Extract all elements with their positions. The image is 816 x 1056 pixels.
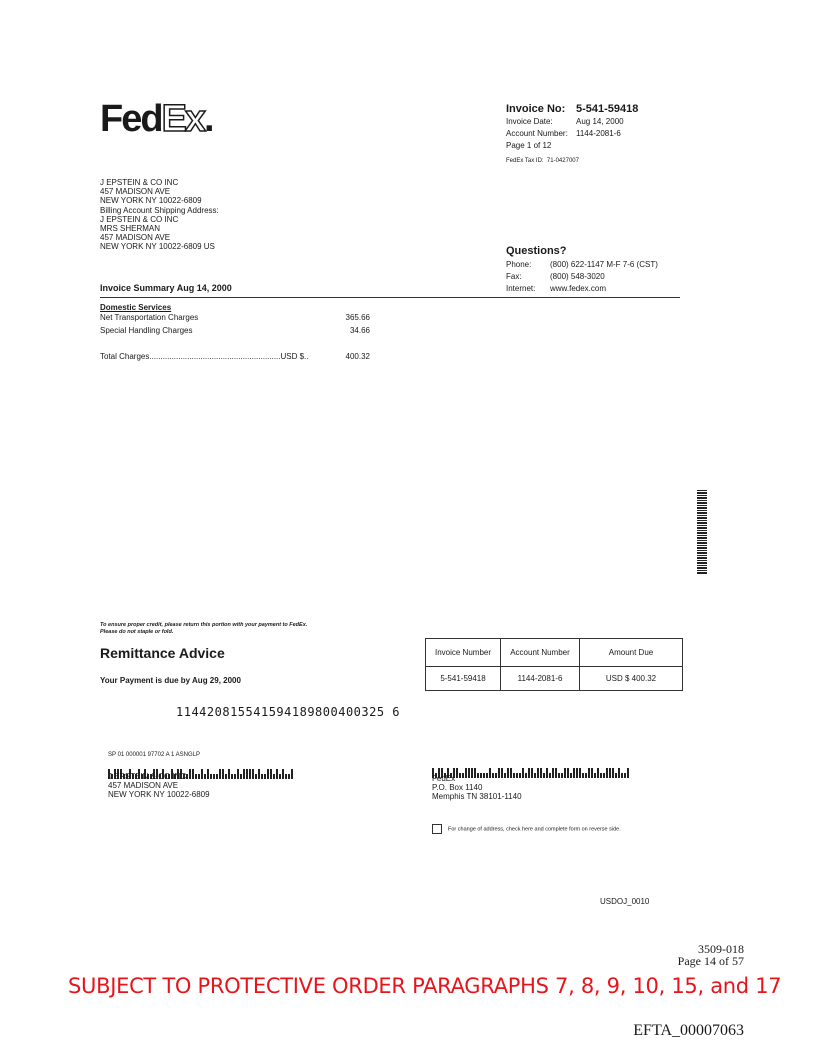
postal-bar — [612, 768, 614, 778]
postal-bar — [606, 768, 608, 778]
internet-value: www.fedex.com — [550, 284, 607, 293]
postal-bar — [249, 769, 251, 779]
invoice-info — [506, 103, 638, 164]
postal-bar — [219, 769, 221, 779]
section-heading: Domestic Services — [100, 303, 172, 312]
postal-bar — [600, 773, 602, 778]
postal-bar — [522, 768, 524, 778]
postal-bar — [618, 768, 620, 778]
questions-title: Questions? — [506, 245, 567, 257]
address-line: P.O. Box 1140 — [432, 783, 483, 792]
remittance-note-line: Please do not staple or fold. — [100, 629, 174, 635]
postal-bar — [210, 774, 212, 779]
summary-title: Invoice Summary Aug 14, 2000 — [100, 283, 232, 293]
postal-bar — [474, 768, 476, 778]
postal-bar — [504, 773, 506, 778]
postal-bar — [546, 768, 548, 778]
postal-bar — [255, 774, 257, 779]
postal-bar — [537, 768, 539, 778]
vertical-barcode — [697, 490, 707, 574]
postal-bar — [624, 773, 626, 778]
postal-bar — [468, 768, 470, 778]
fedex-logo — [100, 98, 213, 141]
sort-code: SP 01 000001 97702 A 1 ASNGLP — [108, 752, 200, 758]
postal-bar — [603, 773, 605, 778]
row-label: Net Transportation Charges — [100, 313, 199, 322]
postal-bar — [216, 774, 218, 779]
value-amount-due: USD $ 400.32 — [580, 667, 683, 691]
summary-row — [100, 312, 370, 324]
postal-bar — [558, 773, 560, 778]
postal-bar — [198, 774, 200, 779]
change-address — [432, 824, 621, 834]
logo-fed: Fed — [100, 98, 162, 140]
postal-bar — [513, 773, 515, 778]
postal-bar — [492, 773, 494, 778]
address-line: 457 MADISON AVE — [100, 233, 171, 242]
row-label: Special Handling Charges — [100, 326, 193, 335]
postal-bar — [462, 773, 464, 778]
postal-bar — [282, 769, 284, 779]
postal-bar — [531, 768, 533, 778]
total-amount: 400.32 — [345, 352, 370, 361]
shipping-address — [100, 206, 219, 251]
mail-to-block — [432, 760, 630, 801]
postal-bar — [540, 768, 542, 778]
postal-bar — [195, 774, 197, 779]
postal-bar — [510, 768, 512, 778]
postal-bar — [486, 773, 488, 778]
postal-bar — [465, 768, 467, 778]
postal-bar — [243, 769, 245, 779]
postal-bar — [519, 773, 521, 778]
postal-bar — [483, 773, 485, 778]
ocr-scanline: 114420815541594189800400325 6 — [176, 705, 401, 719]
address-line: NEW YORK NY 10022-6809 US — [100, 242, 215, 251]
phone-label: Phone: — [506, 260, 532, 269]
tax-id-label: FedEx Tax ID: — [506, 158, 544, 164]
remittance-table — [425, 638, 683, 691]
page-number: Page 14 of 57 — [677, 954, 744, 968]
tax-id — [506, 158, 638, 164]
postal-bar — [270, 769, 272, 779]
fax-value: (800) 548-3020 — [550, 272, 605, 281]
postal-barcode — [432, 760, 630, 770]
postal-bar — [579, 768, 581, 778]
postal-bar — [615, 773, 617, 778]
usdoj-id: USDOJ_0010 — [600, 897, 650, 906]
change-address-checkbox[interactable] — [432, 824, 442, 834]
tax-id-value: 71-0427007 — [546, 158, 579, 164]
invoice-date: Aug 14, 2000 — [576, 117, 624, 126]
postal-bar — [570, 773, 572, 778]
internet-label: Internet: — [506, 284, 536, 293]
postal-bar — [189, 769, 191, 779]
address-line: NEW YORK NY 10022-6809 — [108, 790, 210, 799]
postal-bar — [576, 768, 578, 778]
invoice-date-label: Invoice Date: — [506, 117, 553, 126]
postal-bar — [477, 773, 479, 778]
address-line: 457 MADISON AVE — [108, 781, 179, 790]
value-account-number: 1144-2081-6 — [501, 667, 580, 691]
postal-bar — [261, 774, 263, 779]
case-number: 3509-018 — [698, 942, 744, 956]
postal-bar — [561, 773, 563, 778]
postal-bar — [528, 768, 530, 778]
value-invoice-number: 5-541-59418 — [426, 667, 501, 691]
case-info — [678, 943, 744, 967]
postal-bar — [591, 768, 593, 778]
postal-bar — [534, 773, 536, 778]
postal-bar — [552, 768, 554, 778]
invoice-page: Page 1 of 12 — [506, 141, 552, 150]
postal-bar — [252, 769, 254, 779]
postal-bar — [564, 768, 566, 778]
postal-bar — [279, 774, 281, 779]
header-account-number: Account Number — [501, 639, 580, 667]
address-line: J EPSTEIN & CO INC — [100, 215, 179, 224]
address-line: Memphis TN 38101-1140 — [432, 792, 522, 801]
postal-bar — [201, 769, 203, 779]
address-line: NEW YORK NY 10022-6809 — [100, 196, 202, 205]
phone-value: (800) 622-1147 M-F 7-6 (CST) — [550, 260, 658, 269]
postal-bar — [525, 773, 527, 778]
postal-bar — [501, 768, 503, 778]
header-invoice-number: Invoice Number — [426, 639, 501, 667]
postal-bar — [222, 769, 224, 779]
address-line: 457 MADISON AVE — [100, 187, 171, 196]
postal-bar — [498, 768, 500, 778]
efta-id: EFTA_00007063 — [633, 1022, 744, 1039]
postal-bar — [588, 768, 590, 778]
logo-ex: Ex — [161, 98, 205, 140]
postal-bar — [459, 773, 461, 778]
postal-bar — [555, 768, 557, 778]
postal-bar — [585, 773, 587, 778]
mail-from-block — [108, 752, 294, 799]
postal-bar — [489, 768, 491, 778]
address-line: FedEx — [432, 774, 456, 783]
postal-bar — [264, 774, 266, 779]
postal-bar — [627, 768, 629, 778]
postal-bar — [516, 773, 518, 778]
postal-bar — [549, 773, 551, 778]
postal-bar — [480, 773, 482, 778]
postal-bar — [507, 768, 509, 778]
postal-bar — [273, 774, 275, 779]
postal-bar — [258, 769, 260, 779]
postal-bar — [621, 773, 623, 778]
postal-bar — [213, 774, 215, 779]
row-amount: 365.66 — [345, 313, 370, 322]
postal-bar — [240, 774, 242, 779]
postal-bar — [246, 769, 248, 779]
postal-bar — [582, 773, 584, 778]
postal-bar — [267, 769, 269, 779]
postal-bar — [207, 769, 209, 779]
postal-bar — [231, 774, 233, 779]
postal-bar — [573, 768, 575, 778]
address-line: Billing Account Shipping Address: — [100, 206, 219, 215]
account-number: 1144-2081-6 — [576, 129, 621, 138]
bill-to-address — [100, 178, 202, 205]
invoice-no-label: Invoice No: — [506, 103, 566, 115]
protective-order-banner: SUBJECT TO PROTECTIVE ORDER PARAGRAPHS 7, 8, 9, 10, 15, and 17 — [68, 974, 782, 998]
summary-row — [100, 324, 370, 338]
postal-bar — [567, 768, 569, 778]
address-line: J EPSTEIN & CO INC — [100, 178, 179, 187]
total-row — [100, 352, 370, 361]
header-amount-due: Amount Due — [580, 639, 683, 667]
postal-bar — [291, 769, 293, 779]
payment-due: Your Payment is due by Aug 29, 2000 — [100, 676, 241, 685]
remittance-title: Remittance Advice — [100, 645, 225, 661]
postal-bar — [609, 768, 611, 778]
fax-label: Fax: — [506, 272, 522, 281]
summary-divider — [100, 297, 680, 298]
postal-bar — [228, 769, 230, 779]
postal-bar — [276, 769, 278, 779]
postal-bar — [192, 769, 194, 779]
postal-bar — [456, 768, 458, 778]
invoice-no: 5-541-59418 — [576, 103, 639, 115]
change-address-label: For change of address, check here and complete form on reverse side. — [448, 826, 621, 833]
postal-bar — [471, 768, 473, 778]
postal-bar — [237, 769, 239, 779]
address-line: J EPSTEIN & CO INC — [108, 772, 187, 781]
postal-bar — [288, 774, 290, 779]
remittance-note-line: To ensure proper credit, please return this portion with your payment to FedEx. — [100, 622, 308, 628]
postal-bar — [204, 774, 206, 779]
questions-block — [506, 245, 664, 295]
postal-bar — [594, 773, 596, 778]
postal-bar — [597, 768, 599, 778]
postal-barcode — [108, 761, 294, 771]
summary-table — [100, 303, 370, 361]
logo-dot: . — [204, 98, 213, 140]
total-label: Total Charges...........................................................USD $.. — [100, 352, 309, 361]
postal-bar — [495, 773, 497, 778]
account-number-label: Account Number: — [506, 129, 568, 138]
postal-bar — [543, 773, 545, 778]
postal-bar — [234, 774, 236, 779]
remittance-note — [100, 622, 307, 636]
address-line: MRS SHERMAN — [100, 224, 161, 233]
postal-bar — [225, 774, 227, 779]
row-amount: 34.66 — [349, 326, 370, 335]
postal-bar — [285, 774, 287, 779]
